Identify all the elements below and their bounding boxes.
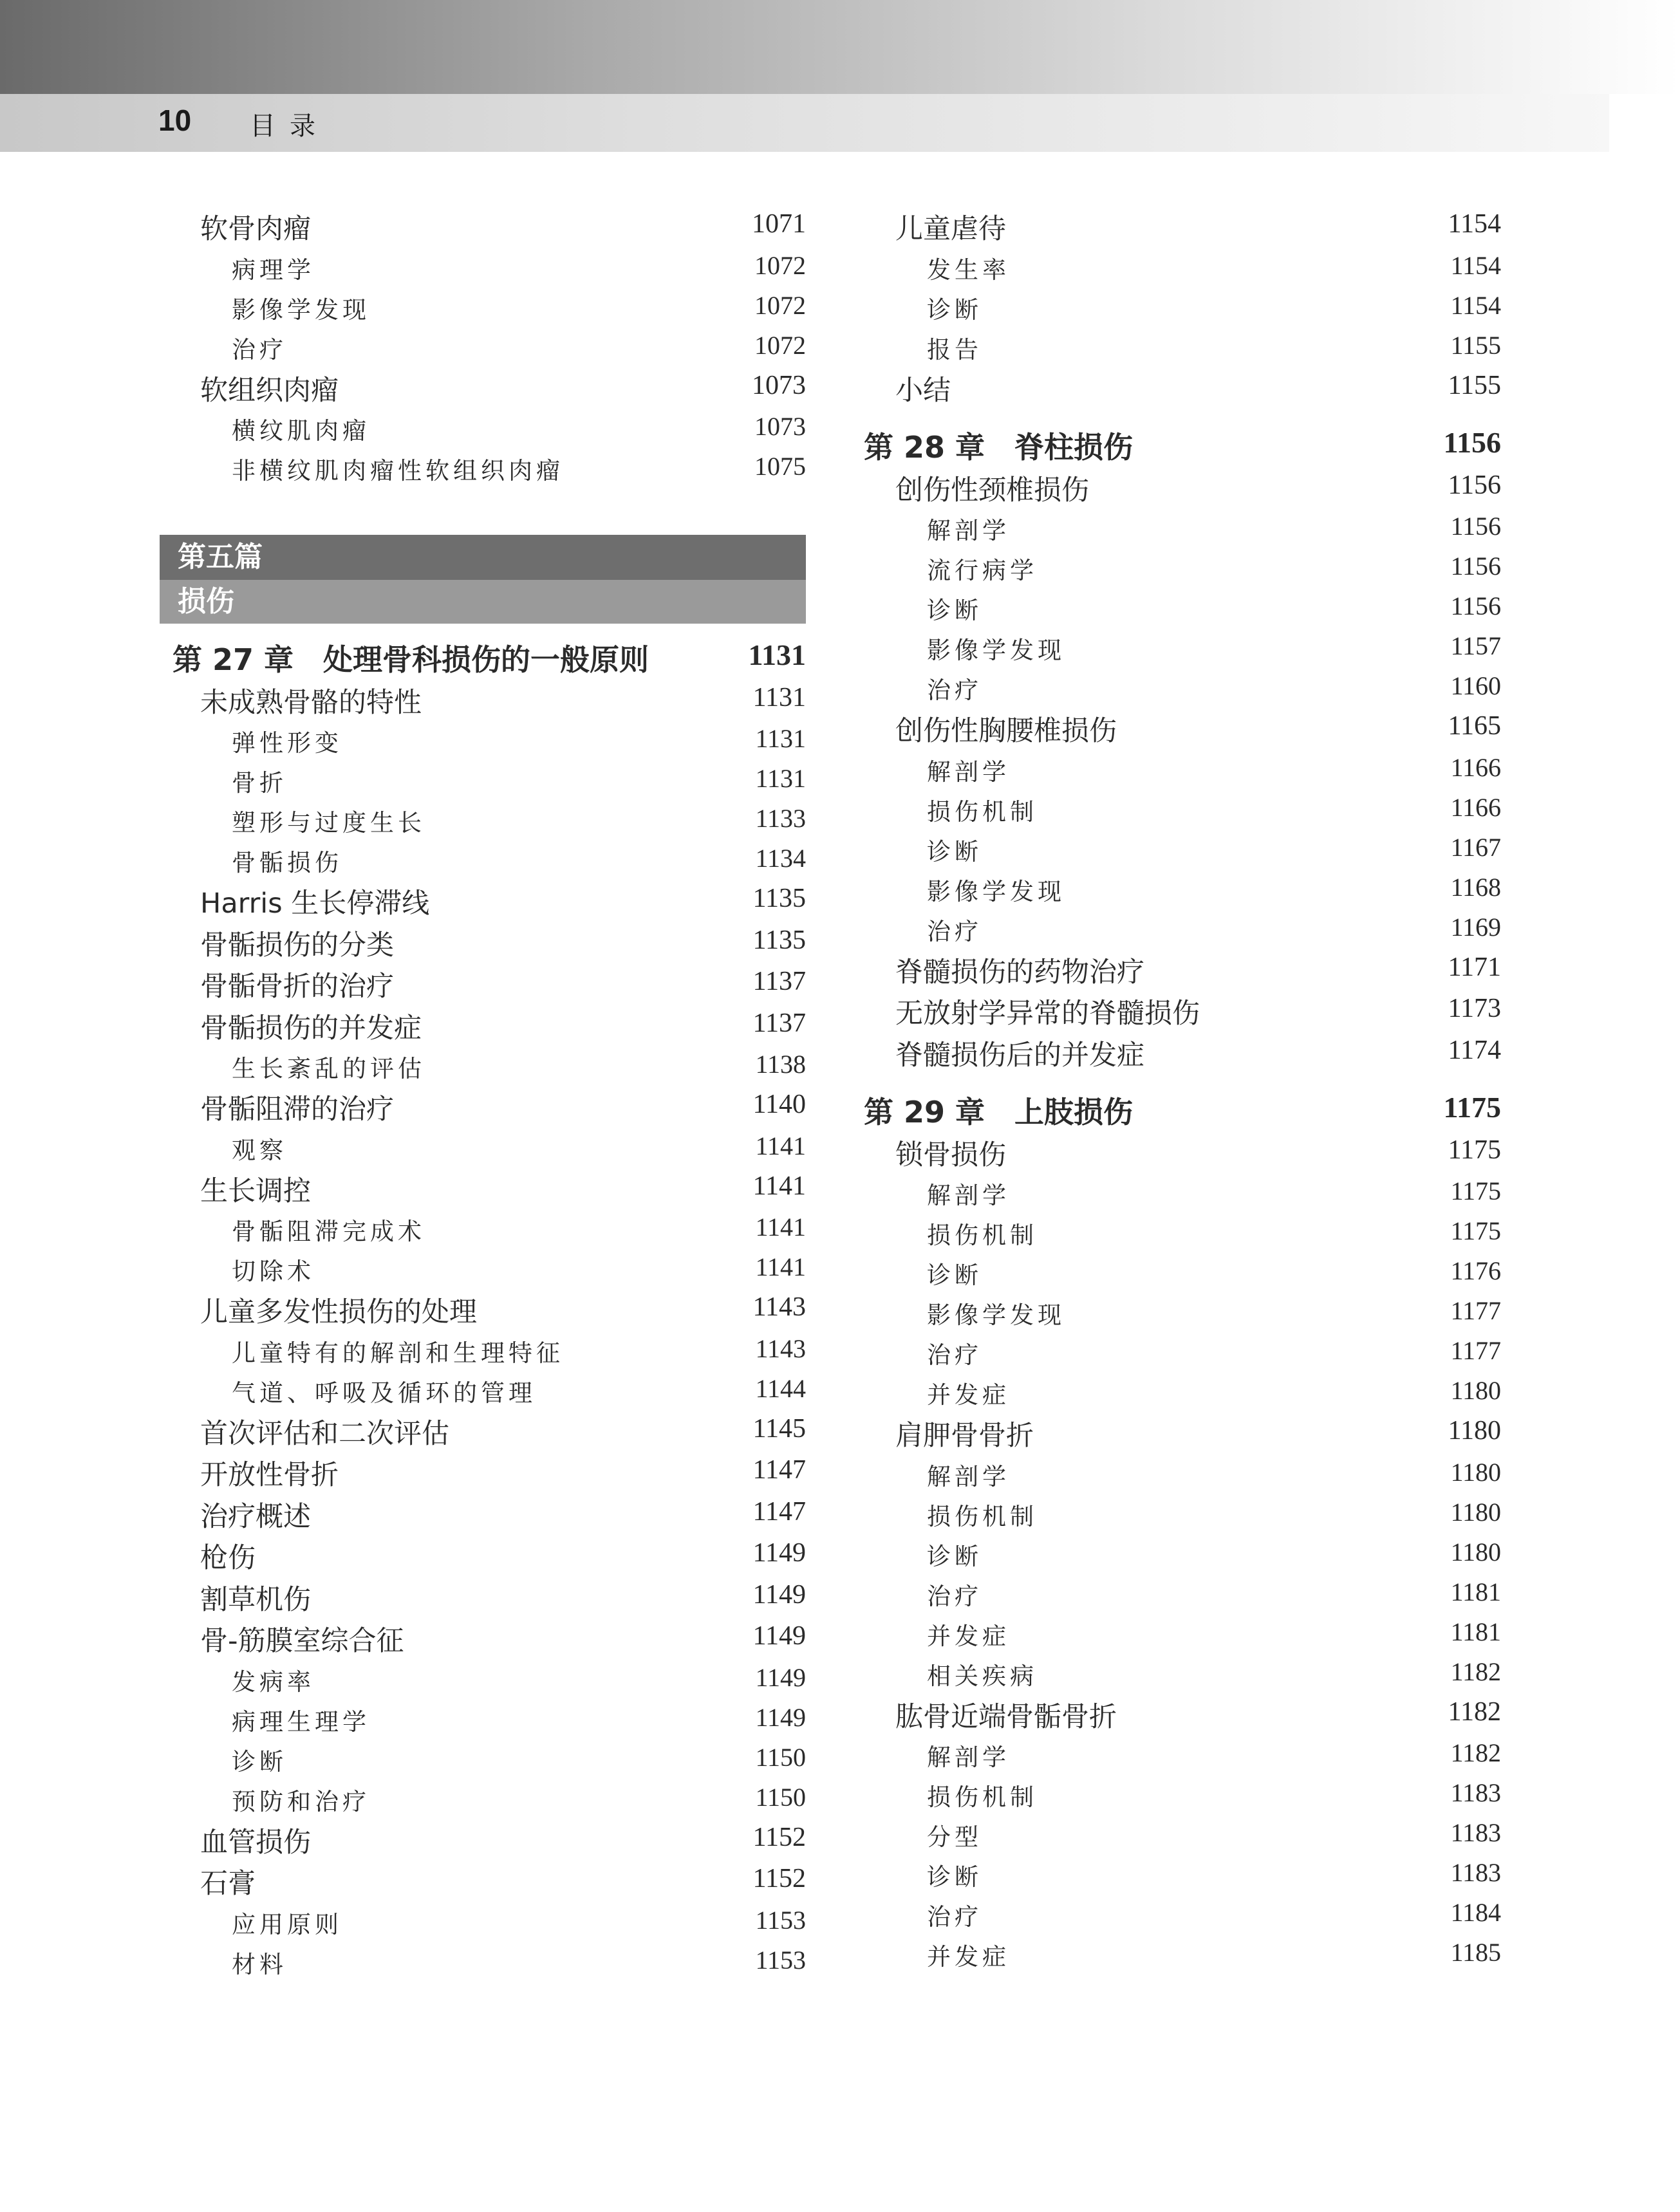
entry-page: 1072 (754, 250, 806, 280)
entry-page: 1174 (1448, 1035, 1501, 1065)
entry-title: 脊髓损伤后的并发症 (895, 1039, 1144, 1072)
entry-page: 1182 (1450, 1738, 1501, 1767)
entry-page: 1141 (755, 1213, 806, 1241)
entry-title: 预防和治疗 (232, 1787, 370, 1816)
toc-subentry[interactable] (855, 1852, 1501, 1892)
page-number: 10 (158, 104, 192, 137)
entry-title: 相关疾病 (927, 1662, 1038, 1690)
entry-page: 1140 (752, 1090, 806, 1119)
entry-title: 骨骺损伤的并发症 (200, 1012, 422, 1045)
entry-title: 诊断 (927, 837, 982, 866)
toc-entry[interactable] (160, 365, 806, 407)
toc-entry[interactable] (855, 1691, 1501, 1733)
entry-title: 气道、呼吸及循环的管理 (232, 1379, 536, 1407)
entry-page: 1168 (1450, 872, 1501, 902)
toc-subentry[interactable] (855, 1572, 1501, 1612)
toc-entry[interactable] (855, 365, 1501, 407)
toc-entry[interactable] (160, 1858, 806, 1900)
toc-subentry[interactable] (855, 1492, 1501, 1532)
toc-entry[interactable] (160, 1003, 806, 1045)
entry-title: 损伤机制 (927, 1222, 1038, 1249)
toc-entry[interactable] (160, 677, 806, 719)
toc-subentry[interactable] (160, 1737, 806, 1777)
toc-subentry[interactable] (160, 838, 806, 878)
entry-title: 影像学发现 (927, 1301, 1065, 1329)
entry-page: 1154 (1450, 250, 1501, 280)
toc-entry[interactable] (160, 1491, 806, 1533)
entry-title: 观察 (232, 1136, 287, 1164)
entry-page: 1149 (752, 1579, 806, 1610)
entry-title: 并发症 (927, 1943, 1010, 1971)
entry-page: 1073 (754, 412, 806, 441)
entry-title: 创伤性颈椎损伤 (895, 474, 1089, 507)
right-pre-entries (855, 203, 1501, 406)
entry-page: 1183 (1450, 1818, 1501, 1847)
entry-title: Harris 生长停滞线 (200, 888, 430, 920)
chapter-heading[interactable] (855, 423, 1501, 465)
toc-subentry[interactable] (160, 1207, 806, 1247)
entry-page: 1171 (1448, 952, 1501, 982)
toc-subentry[interactable] (855, 747, 1501, 787)
toc-entry[interactable] (160, 1449, 806, 1491)
toc-subentry[interactable] (855, 867, 1501, 907)
entry-page: 1175 (1443, 1091, 1501, 1124)
entry-page: 1173 (1448, 994, 1501, 1023)
part-label: 第五篇 (160, 535, 806, 580)
entry-page: 1149 (752, 1621, 806, 1651)
entry-title: 骨折 (232, 769, 287, 797)
entry-page: 1177 (1450, 1296, 1501, 1325)
toc-subentry[interactable] (855, 1211, 1501, 1250)
entry-title: 损伤机制 (927, 1783, 1038, 1811)
entry-title: 非横纹肌肉瘤性软组织肉瘤 (232, 457, 564, 485)
entry-title: 损伤机制 (927, 797, 1038, 826)
toc-subentry[interactable] (855, 1290, 1501, 1330)
toc-entry[interactable] (855, 1410, 1501, 1452)
entry-page: 1152 (752, 1864, 806, 1893)
entry-title: 骨骺阻滞的治疗 (200, 1093, 394, 1126)
toc-entry[interactable] (855, 947, 1501, 989)
entry-title: 发生率 (927, 256, 1010, 284)
entry-title: 骨骺损伤的分类 (200, 929, 394, 962)
entry-page: 1184 (1450, 1898, 1501, 1927)
entry-page: 1155 (1448, 370, 1501, 400)
entry-page: 1156 (1450, 552, 1501, 581)
toc-entry[interactable] (855, 465, 1501, 507)
toc-subentry[interactable] (855, 1932, 1501, 1972)
entry-title: 骨骺阻滞完成术 (232, 1218, 425, 1245)
toc-subentry[interactable] (160, 406, 806, 446)
entry-title: 诊断 (927, 295, 982, 324)
entry-page: 1177 (1450, 1336, 1501, 1365)
chapter-heading[interactable] (855, 1088, 1501, 1129)
entry-page: 1152 (752, 1822, 806, 1852)
toc-subentry[interactable] (855, 907, 1501, 947)
entry-page: 1181 (1450, 1617, 1501, 1646)
entry-page: 1180 (1450, 1457, 1501, 1487)
entry-page: 1175 (1448, 1135, 1501, 1165)
entry-page: 1147 (752, 1496, 806, 1527)
entry-title: 诊断 (232, 1747, 287, 1776)
toc-left-column (160, 203, 806, 1980)
entry-page: 1180 (1450, 1497, 1501, 1527)
entry-page: 1166 (1450, 752, 1501, 782)
toc-subentry[interactable] (855, 1370, 1501, 1410)
toc-subentry[interactable] (855, 546, 1501, 586)
entry-page: 1138 (755, 1050, 806, 1079)
entry-title: 儿童虐待 (895, 213, 1006, 245)
toc-subentry[interactable] (160, 1126, 806, 1166)
chapter-entries (855, 465, 1501, 1072)
entry-page: 1131 (752, 682, 806, 712)
entry-title: 切除术 (232, 1258, 315, 1285)
toc-subentry[interactable] (160, 1368, 806, 1408)
entry-title: 治疗概述 (200, 1500, 311, 1533)
entry-page: 1141 (755, 1131, 806, 1160)
entry-title: 小结 (895, 374, 951, 407)
entry-title: 解剖学 (927, 1462, 1010, 1491)
entry-page: 1071 (752, 209, 806, 239)
chapter-title: 第 27 章 处理骨科损伤的一般原则 (173, 642, 649, 677)
header-gradient-bar (0, 0, 1680, 94)
toc-subentry[interactable] (855, 1171, 1501, 1211)
entry-title: 未成熟骨骼的特性 (200, 686, 422, 719)
entry-title: 创伤性胸腰椎损伤 (895, 715, 1117, 747)
entry-title: 塑形与过度生长 (232, 809, 425, 837)
toc-subentry[interactable] (855, 506, 1501, 546)
left-pre-entries (160, 203, 806, 486)
entry-page: 1183 (1450, 1858, 1501, 1887)
entry-page: 1137 (752, 1008, 806, 1038)
toc-entry[interactable] (160, 878, 806, 920)
toc-subentry[interactable] (855, 1532, 1501, 1572)
entry-title: 病理生理学 (232, 1707, 370, 1736)
entry-page: 1150 (755, 1782, 806, 1812)
entry-title: 第 29 章 上肢损伤 (864, 1095, 1134, 1129)
entry-title: 儿童多发性损伤的处理 (200, 1296, 477, 1328)
entry-title: 锁骨损伤 (895, 1139, 1006, 1171)
entry-page: 1165 (1448, 711, 1501, 741)
toc-entry[interactable] (855, 203, 1501, 245)
toc-entry[interactable] (160, 1287, 806, 1328)
toc-entry[interactable] (160, 920, 806, 962)
entry-title: 骨骺损伤 (232, 849, 342, 877)
toc-subentry[interactable] (160, 758, 806, 798)
right-chapters (855, 423, 1501, 1972)
entry-page: 1176 (1450, 1256, 1501, 1285)
entry-title: 脊髓损伤的药物治疗 (895, 956, 1144, 989)
header-subbar (0, 94, 1609, 152)
entry-page: 1156 (1450, 512, 1501, 541)
entry-page: 1182 (1448, 1696, 1501, 1727)
entry-page: 1175 (1450, 1176, 1501, 1205)
toc-subentry[interactable] (160, 446, 806, 486)
toc-entry[interactable] (855, 1030, 1501, 1072)
entry-title: 诊断 (927, 1863, 982, 1891)
entry-page: 1166 (1450, 792, 1501, 822)
entry-page: 1185 (1450, 1938, 1501, 1967)
toc-subentry[interactable] (160, 1247, 806, 1287)
entry-title: 流行病学 (927, 557, 1038, 584)
chapter-page: 1131 (748, 638, 806, 671)
entry-title: 第 28 章 脊柱损伤 (864, 430, 1134, 465)
chapter-entries (855, 1129, 1501, 1973)
entry-title: 报告 (927, 335, 982, 364)
entry-page: 1156 (1450, 591, 1501, 620)
toc-entry[interactable] (160, 1817, 806, 1859)
toc-entry[interactable] (160, 1532, 806, 1574)
entry-title: 并发症 (927, 1622, 1010, 1650)
entry-page: 1147 (752, 1455, 806, 1485)
entry-title: 病理学 (232, 256, 315, 284)
entry-title: 治疗 (232, 335, 287, 364)
toc-subentry[interactable] (855, 285, 1501, 325)
entry-title: 治疗 (927, 1582, 982, 1610)
entry-title: 发病率 (232, 1668, 315, 1696)
toc-entry[interactable] (160, 1166, 806, 1207)
entry-title: 肩胛骨骨折 (895, 1420, 1034, 1452)
entry-title: 横纹肌肉瘤 (232, 417, 370, 445)
toc-subentry[interactable] (855, 1772, 1501, 1812)
entry-title: 软组织肉瘤 (200, 374, 339, 407)
entry-page: 1153 (755, 1945, 806, 1975)
toc-entry[interactable] (160, 203, 806, 245)
toc-subentry[interactable] (855, 787, 1501, 827)
entry-page: 1175 (1450, 1216, 1501, 1245)
entry-title: 损伤机制 (927, 1502, 1038, 1530)
toc-subentry[interactable] (160, 245, 806, 285)
entry-page: 1149 (752, 1538, 806, 1568)
toc-subentry[interactable] (855, 1733, 1501, 1772)
entry-page: 1181 (1450, 1577, 1501, 1606)
entry-page: 1073 (752, 370, 806, 400)
toc-entry[interactable] (160, 1084, 806, 1126)
entry-page: 1180 (1450, 1376, 1501, 1405)
entry-page: 1149 (755, 1662, 806, 1692)
toc-subentry[interactable] (855, 626, 1501, 665)
entry-page: 1145 (752, 1413, 806, 1444)
entry-page: 1137 (752, 967, 806, 996)
entry-page: 1134 (755, 844, 806, 873)
toc-subentry[interactable] (160, 798, 806, 838)
entry-page: 1149 (755, 1702, 806, 1732)
entry-title: 无放射学异常的脊髓损伤 (895, 998, 1200, 1030)
toc-subentry[interactable] (160, 1328, 806, 1368)
toc-subentry[interactable] (855, 1452, 1501, 1492)
entry-title: 弹性形变 (232, 729, 342, 757)
entry-page: 1131 (755, 724, 806, 753)
entry-title: 软骨肉瘤 (200, 213, 311, 245)
entry-title: 割草机伤 (200, 1583, 311, 1616)
chapter-27-entries (160, 677, 806, 1980)
toc-subentry[interactable] (855, 1612, 1501, 1651)
entry-title: 解剖学 (927, 757, 1010, 786)
entry-page: 1154 (1450, 290, 1501, 320)
entry-page: 1180 (1450, 1537, 1501, 1566)
entry-page: 1167 (1450, 832, 1501, 862)
entry-title: 生长紊乱的评估 (232, 1055, 425, 1083)
toc-subentry[interactable] (855, 1892, 1501, 1932)
entry-title: 诊断 (927, 1261, 982, 1289)
toc-subentry[interactable] (855, 665, 1501, 705)
toc-entry[interactable] (160, 1408, 806, 1450)
entry-page: 1156 (1443, 426, 1501, 459)
entry-page: 1072 (754, 290, 806, 320)
entry-page: 1141 (752, 1171, 806, 1201)
toc-subentry[interactable] (855, 1651, 1501, 1691)
running-title: 目录 (250, 111, 330, 141)
toc-subentry[interactable] (160, 1940, 806, 1980)
entry-page: 1141 (755, 1252, 806, 1281)
toc-subentry[interactable] (855, 1250, 1501, 1290)
entry-page: 1143 (755, 1334, 806, 1363)
entry-title: 骨-筋膜室综合征 (200, 1625, 404, 1657)
entry-page: 1135 (752, 884, 806, 913)
entry-page: 1153 (755, 1905, 806, 1935)
entry-title: 影像学发现 (232, 295, 370, 324)
toc-subentry[interactable] (160, 325, 806, 365)
entry-title: 治疗 (927, 1341, 982, 1369)
toc-subentry[interactable] (160, 1044, 806, 1084)
toc-entry[interactable] (855, 988, 1501, 1030)
entry-page: 1169 (1450, 912, 1501, 942)
toc-subentry[interactable] (160, 285, 806, 325)
entry-title: 诊断 (927, 597, 982, 624)
part-title: 损伤 (160, 580, 806, 624)
entry-title: 材料 (232, 1950, 287, 1978)
toc-subentry[interactable] (855, 325, 1501, 365)
entry-page: 1157 (1450, 631, 1501, 660)
toc-subentry[interactable] (160, 1900, 806, 1940)
toc-subentry[interactable] (855, 1330, 1501, 1370)
entry-title: 石膏 (200, 1868, 256, 1900)
entry-page: 1072 (754, 330, 806, 360)
entry-title: 生长调控 (200, 1175, 311, 1207)
entry-page: 1154 (1448, 209, 1501, 239)
toc-subentry[interactable] (855, 827, 1501, 867)
entry-page: 1160 (1450, 671, 1501, 700)
entry-page: 1143 (752, 1292, 806, 1322)
entry-title: 影像学发现 (927, 637, 1065, 664)
entry-title: 治疗 (927, 917, 982, 945)
entry-page: 1075 (754, 452, 806, 481)
toc-entry[interactable] (160, 1574, 806, 1616)
toc-right-column (855, 203, 1501, 1972)
toc-subentry[interactable] (855, 1812, 1501, 1852)
entry-page: 1150 (755, 1742, 806, 1772)
entry-page: 1133 (755, 804, 806, 833)
chapter-heading[interactable] (160, 635, 806, 677)
entry-page: 1182 (1450, 1657, 1501, 1686)
toc-subentry[interactable] (160, 718, 806, 758)
entry-page: 1183 (1450, 1778, 1501, 1807)
entry-title: 儿童特有的解剖和生理特征 (232, 1339, 564, 1367)
entry-title: 首次评估和二次评估 (200, 1417, 449, 1450)
entry-page: 1156 (1448, 470, 1501, 500)
toc-entry[interactable] (855, 1129, 1501, 1171)
entry-title: 治疗 (927, 676, 982, 704)
entry-title: 并发症 (927, 1381, 1010, 1409)
toc-subentry[interactable] (160, 1697, 806, 1737)
entry-page: 1135 (752, 925, 806, 955)
entry-title: 解剖学 (927, 1743, 1010, 1771)
entry-title: 应用原则 (232, 1910, 342, 1938)
part-heading (160, 535, 806, 624)
toc-subentry[interactable] (160, 1657, 806, 1697)
toc-entry[interactable] (855, 705, 1501, 747)
entry-title: 解剖学 (927, 517, 1010, 544)
entry-title: 分型 (927, 1823, 982, 1851)
entry-title: 解剖学 (927, 1182, 1010, 1209)
entry-title: 枪伤 (200, 1542, 256, 1574)
toc-entry[interactable] (160, 1615, 806, 1657)
toc-subentry[interactable] (855, 586, 1501, 626)
entry-page: 1180 (1448, 1416, 1501, 1445)
entry-page: 1131 (755, 764, 806, 793)
entry-title: 骨骺骨折的治疗 (200, 971, 394, 1003)
entry-title: 开放性骨折 (200, 1459, 339, 1491)
entry-page: 1144 (755, 1373, 806, 1403)
entry-title: 诊断 (927, 1542, 982, 1570)
toc-entry[interactable] (160, 961, 806, 1003)
toc-subentry[interactable] (160, 1777, 806, 1817)
toc-subentry[interactable] (855, 245, 1501, 285)
entry-title: 治疗 (927, 1903, 982, 1931)
entry-title: 血管损伤 (200, 1826, 311, 1859)
entry-title: 影像学发现 (927, 877, 1065, 906)
entry-title: 肱骨近端骨骺骨折 (895, 1700, 1117, 1733)
entry-page: 1155 (1450, 330, 1501, 360)
